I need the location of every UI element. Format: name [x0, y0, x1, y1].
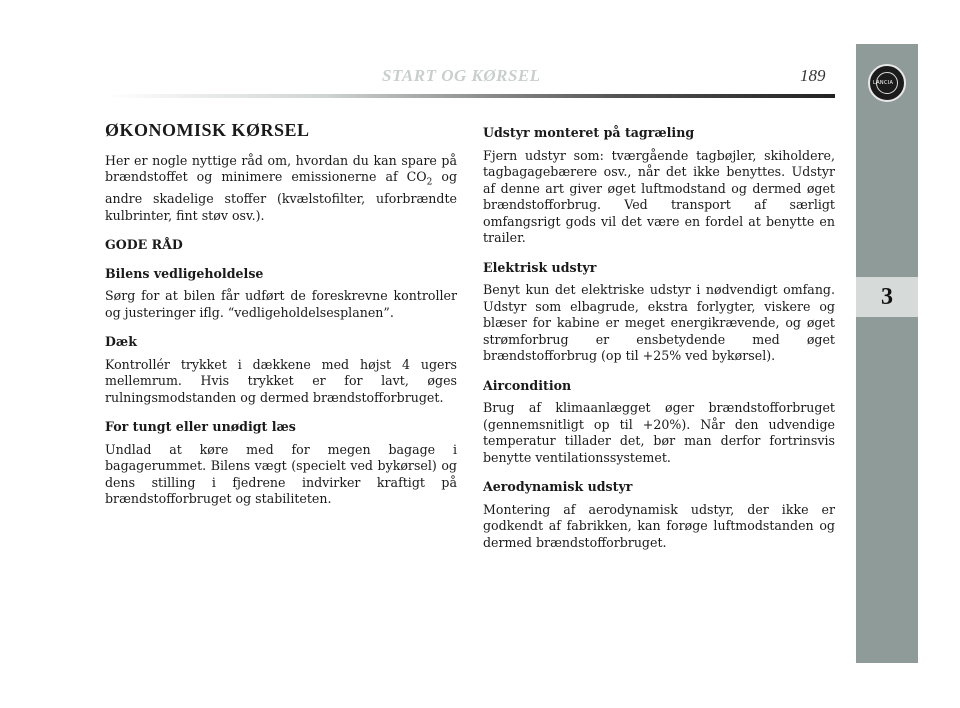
section-title: ØKONOMISK KØRSEL [105, 120, 310, 140]
subheading-roof-rack: Udstyr monteret på tagræling [483, 125, 695, 140]
co2-subscript: 2 [426, 177, 433, 188]
intro-paragraph [105, 153, 457, 225]
paragraph-roof-rack: Fjern udstyr som: tværgående tagbøjler, skiholdere, tagbagagebærere osv., når det ikke benyttes. Udstyr af denne art giver øget luftmodstand og dermed øget brændstofforbrug. Ved transport af særligt omfangsrigt gods vil det være en fordel at benytte en trailer. [483, 147, 835, 245]
paragraph-aerodynamic: Montering af aerodynamisk udstyr, der ikke er godkendt af fabrikken, kan forøge luftmodstanden og dermed brændstofforbruget. [483, 501, 835, 550]
intro-text-2: og andre skadelige stoffer (kvælstofilter, uforbrændte kulbrinter, fint støv osv.). [105, 169, 458, 223]
chapter-side-tab [856, 44, 918, 663]
header-title: START OG KØRSEL [382, 66, 541, 85]
paragraph-aircondition: Brug af klimaanlægget øger brændstofforbruget (gennemsnitligt op til +20%). Når den udvendige temperatur tillader det, bør man derfor fortrinsvis benytte ventilationssystemet. [483, 400, 835, 465]
subheading-tyres: Dæk [105, 334, 137, 350]
subheading-aircondition: Aircondition [483, 377, 572, 393]
subheading-electrical: Elektrisk udstyr [483, 259, 597, 275]
paragraph-tyres: Kontrollér trykket i dækkene med højst 4 ugers mellemrum. Hvis trykket er for lavt, øges rulningsmodstanden og dermed brændstofforbruget. [105, 356, 457, 405]
paragraph-load: Undlad at køre med for megen bagage i bagagerummet. Bilens vægt (specielt ved bykørsel) og dens stilling i fjedrene indvirker kraftigt på brændstofforbruget og stabiliteten. [105, 441, 457, 507]
subheading-maintenance: Bilens vedligeholdelse [105, 265, 264, 281]
header-rule [105, 94, 835, 98]
page-number: 189 [800, 66, 826, 85]
tips-heading: GODE RÅD [105, 237, 183, 253]
intro-text-1: Her er nogle nyttige råd om, hvordan du kan spare på brændstoffet og minimere emissionerne af CO [105, 152, 457, 184]
paragraph-maintenance: Sørg for at bilen får udført de foreskrevne kontroller og justeringer iflg. “vedligeholdelsesplanen”. [105, 288, 457, 320]
lancia-logo-icon [868, 64, 906, 102]
right-column [483, 125, 835, 564]
chapter-number: 3 [881, 284, 893, 310]
paragraph-electrical: Benyt kun det elektriske udstyr i nødvendigt omfang. Udstyr som elbagrude, ekstra forlygter, viskere og blæser for kabine er meget energikrævende, og øget strømforbrug er ensbetydende med øget brændstofforbrug (op til +25% ved bykørsel). [483, 282, 835, 363]
subheading-load: For tungt eller unødigt læs [105, 419, 296, 435]
logo-text: LANCIA [873, 80, 894, 86]
left-column [105, 122, 457, 521]
subheading-aerodynamic: Aerodynamisk udstyr [483, 479, 633, 494]
